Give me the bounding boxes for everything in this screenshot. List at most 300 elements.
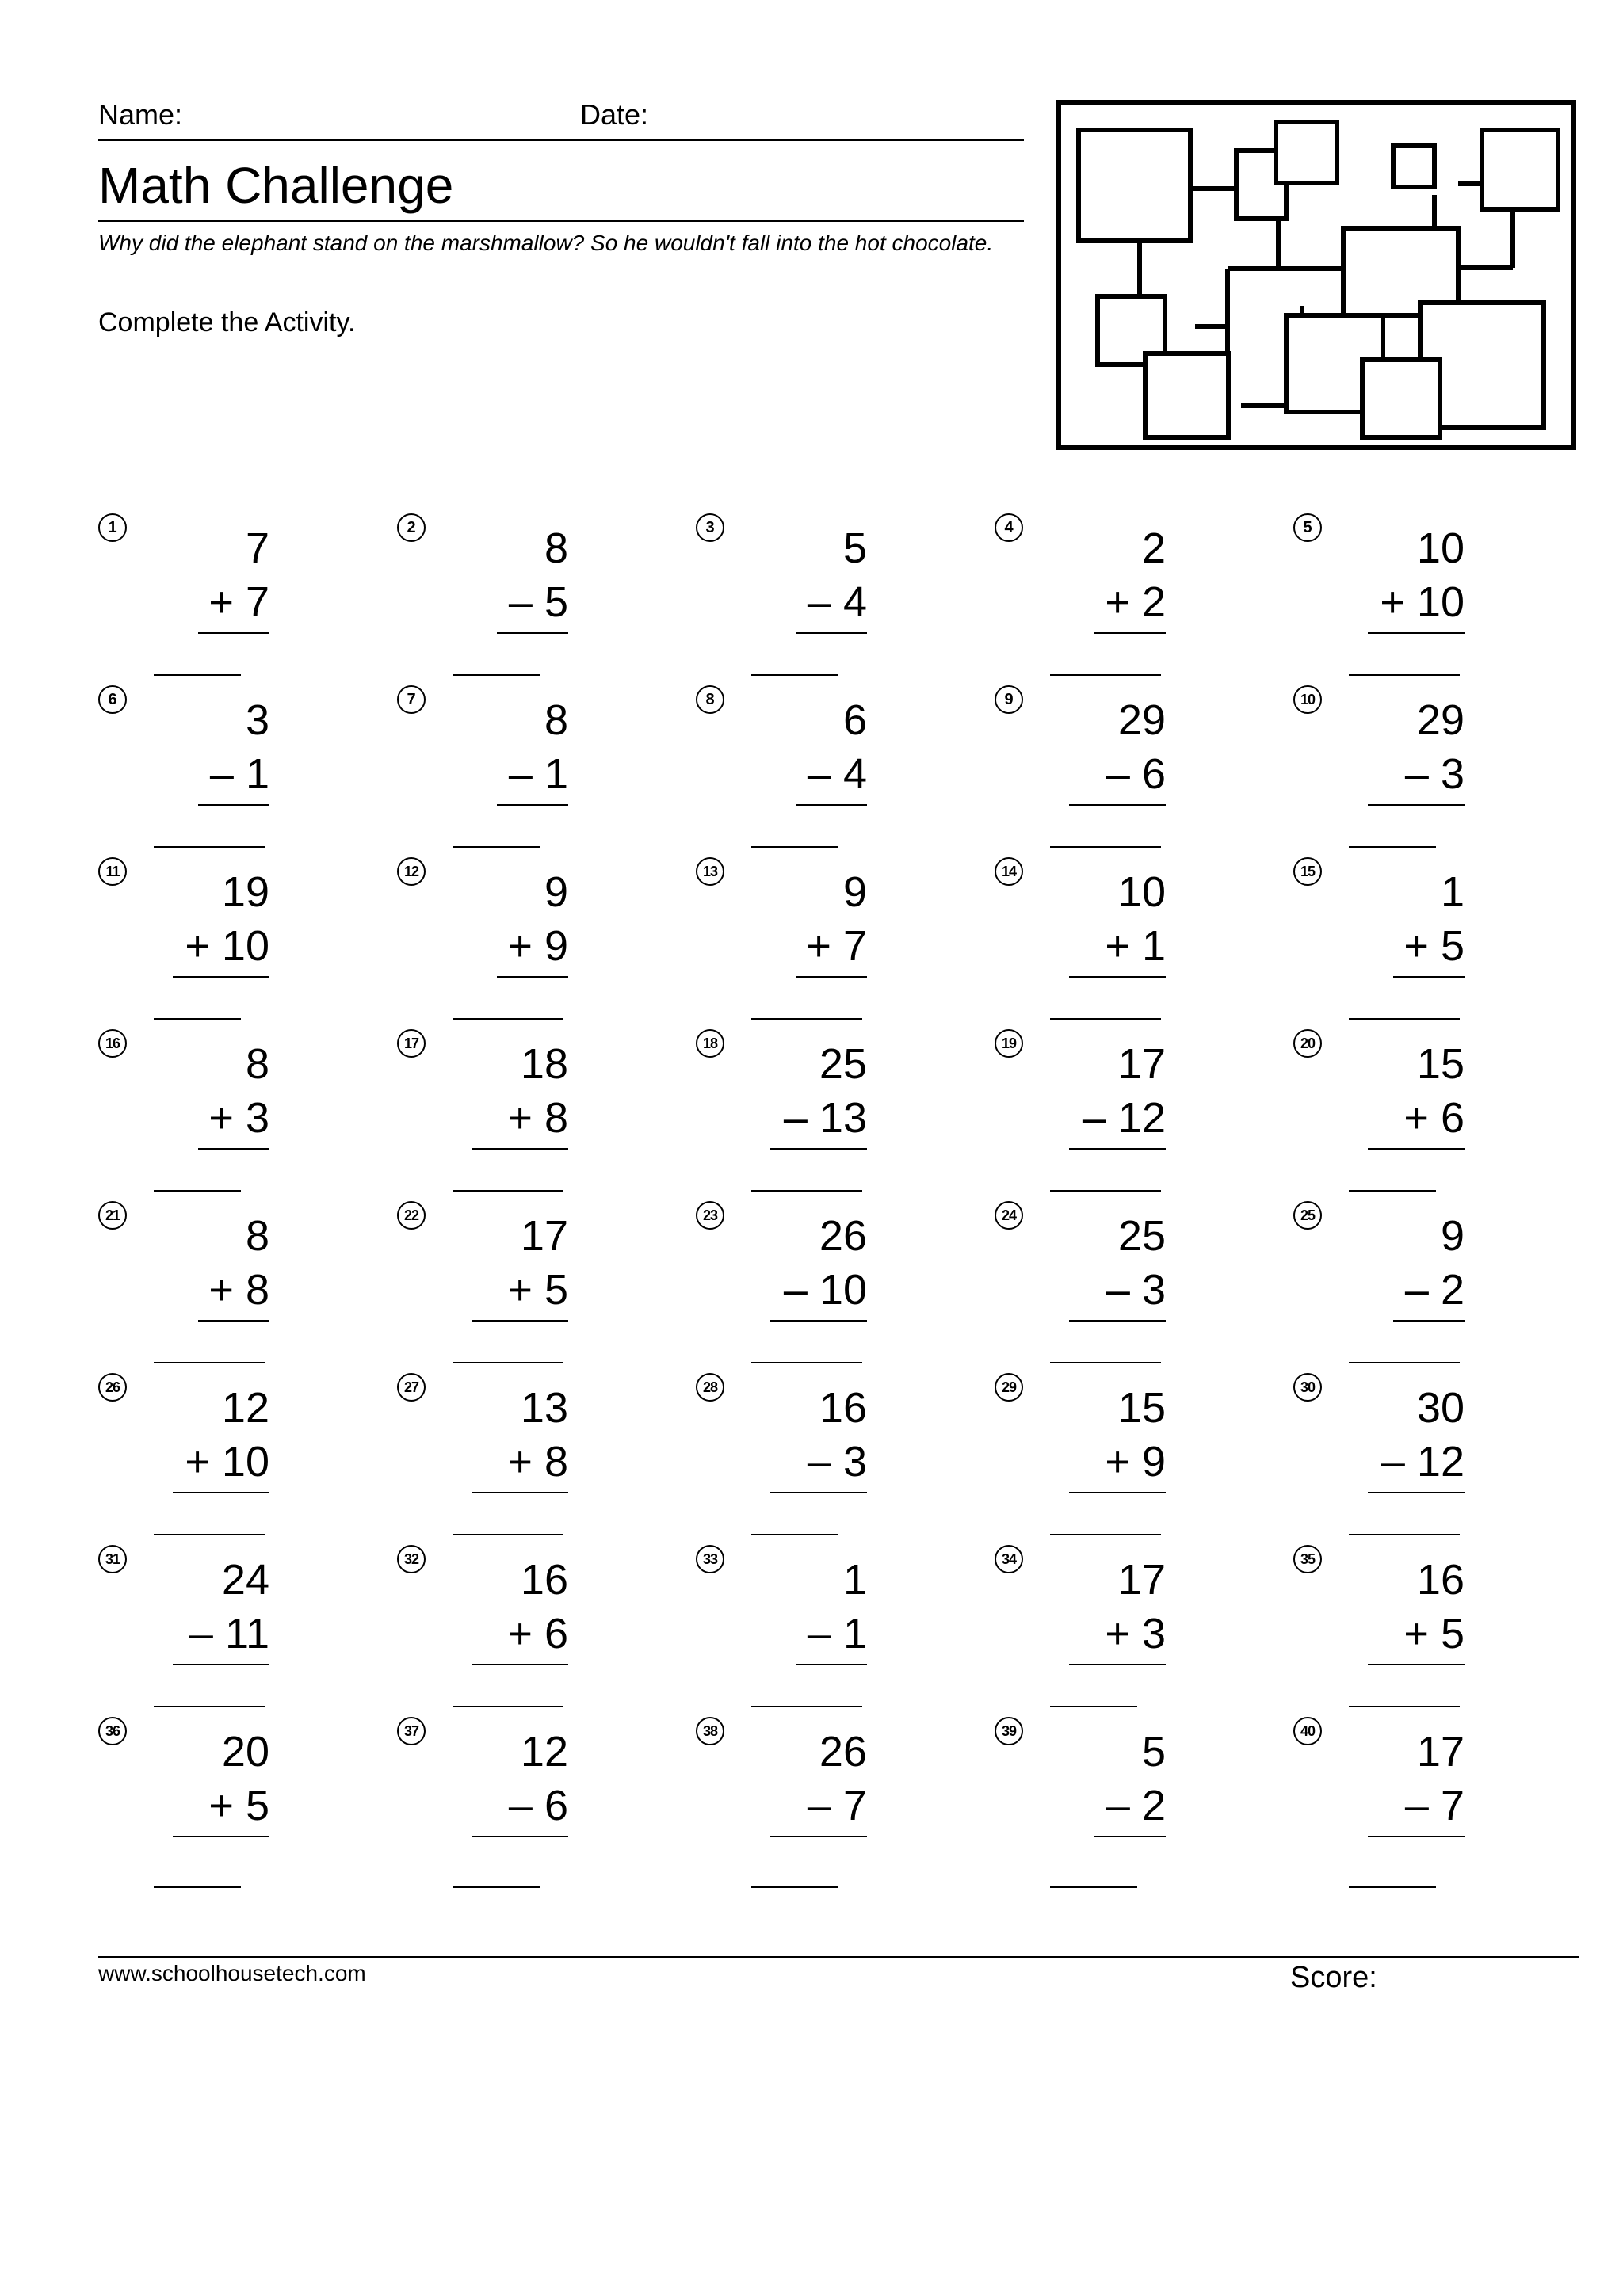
answer-line xyxy=(1050,1886,1137,1888)
sum-line xyxy=(1368,1148,1465,1150)
second-operand: 1 xyxy=(842,1610,867,1657)
answer-line xyxy=(1349,1706,1460,1707)
answer-line xyxy=(751,1362,862,1363)
second-operand: 3 xyxy=(245,1094,269,1142)
operator-and-second-operand xyxy=(155,749,269,799)
first-operand: 19 xyxy=(221,868,269,916)
problem-item xyxy=(397,513,603,656)
answer-line xyxy=(154,1018,241,1020)
sum-line xyxy=(173,1836,269,1837)
problem-item xyxy=(98,513,304,656)
problem-number: 32 xyxy=(397,1545,426,1573)
second-operand: 1 xyxy=(245,750,269,798)
problem-number: 20 xyxy=(1293,1029,1322,1058)
answer-line xyxy=(751,846,838,848)
second-operand: 4 xyxy=(842,750,867,798)
operator-and-second-operand xyxy=(1350,1264,1465,1315)
problem-item xyxy=(1293,1373,1499,1516)
second-operand: 2 xyxy=(1141,1782,1166,1829)
operator-and-second-operand xyxy=(454,1093,568,1143)
first-operand: 18 xyxy=(520,1040,568,1088)
second-operand: 13 xyxy=(819,1094,867,1142)
operator-and-second-operand xyxy=(155,1780,269,1831)
answer-line xyxy=(1349,1190,1436,1192)
problem-number: 35 xyxy=(1293,1545,1322,1573)
second-operand: 5 xyxy=(544,1266,568,1314)
problem-number: 14 xyxy=(995,857,1023,886)
operator-sign: – xyxy=(508,578,533,626)
problem-number: 37 xyxy=(397,1717,426,1745)
operator-and-second-operand xyxy=(155,1093,269,1143)
first-operand: 16 xyxy=(1416,1556,1465,1604)
sum-line xyxy=(1393,1320,1465,1322)
second-operand: 8 xyxy=(245,1266,269,1314)
answer-line xyxy=(453,846,540,848)
first-operand: 13 xyxy=(520,1384,568,1432)
problem-item xyxy=(1293,857,1499,1000)
problem-item xyxy=(1293,1029,1499,1172)
operator-sign: – xyxy=(807,1438,831,1486)
answer-line xyxy=(751,1886,838,1888)
first-operand: 5 xyxy=(1141,1728,1166,1775)
problem-item xyxy=(98,1717,304,1859)
problem-number: 2 xyxy=(397,513,426,542)
sum-line xyxy=(770,1492,867,1493)
operator-sign: + xyxy=(806,922,831,970)
problem-item xyxy=(98,685,304,828)
operator-and-second-operand xyxy=(753,1093,867,1143)
sum-line xyxy=(497,804,568,806)
first-operand: 29 xyxy=(1416,696,1465,744)
first-operand: 15 xyxy=(1117,1384,1166,1432)
problem-item xyxy=(397,1029,603,1172)
first-operand: 12 xyxy=(221,1384,269,1432)
operator-and-second-operand xyxy=(1350,749,1465,799)
second-operand: 1 xyxy=(1141,922,1166,970)
second-operand: 6 xyxy=(1440,1094,1465,1142)
sum-line xyxy=(770,1320,867,1322)
problem-number: 21 xyxy=(98,1201,127,1230)
first-operand: 15 xyxy=(1416,1040,1465,1088)
problem-item xyxy=(696,1717,902,1859)
operator-and-second-operand xyxy=(1350,577,1465,627)
problem-number: 39 xyxy=(995,1717,1023,1745)
operator-and-second-operand xyxy=(155,1264,269,1315)
first-operand: 9 xyxy=(1440,1212,1465,1260)
problem-item xyxy=(995,857,1201,1000)
problem-item xyxy=(397,857,603,1000)
problem-item xyxy=(1293,685,1499,828)
problem-item xyxy=(397,1201,603,1344)
answer-line xyxy=(154,1706,265,1707)
operator-sign: + xyxy=(185,922,210,970)
sum-line xyxy=(1069,1320,1166,1322)
operator-sign: + xyxy=(1105,922,1130,970)
first-operand: 30 xyxy=(1416,1384,1465,1432)
operator-and-second-operand xyxy=(454,577,568,627)
sum-line xyxy=(1069,976,1166,978)
answer-line xyxy=(453,1886,540,1888)
answer-line xyxy=(154,1534,265,1535)
problem-item xyxy=(995,1373,1201,1516)
problem-number: 29 xyxy=(995,1373,1023,1402)
answer-line xyxy=(1050,1190,1161,1192)
second-operand: 7 xyxy=(842,1782,867,1829)
score-label: Score: xyxy=(1290,1961,1377,1994)
second-operand: 10 xyxy=(1416,578,1465,626)
answer-line xyxy=(751,1534,838,1535)
first-operand: 1 xyxy=(842,1556,867,1604)
answer-line xyxy=(453,1018,563,1020)
answer-line xyxy=(453,1706,563,1707)
problem-item xyxy=(696,1545,902,1688)
sum-line xyxy=(472,1664,568,1665)
operator-and-second-operand xyxy=(454,749,568,799)
first-operand: 10 xyxy=(1117,868,1166,916)
operator-sign: + xyxy=(507,1094,533,1142)
sum-line xyxy=(770,1836,867,1837)
first-operand: 29 xyxy=(1117,696,1166,744)
answer-line xyxy=(1050,1018,1161,1020)
second-operand: 5 xyxy=(544,578,568,626)
answer-line xyxy=(1050,674,1161,676)
joke-text: Why did the elephant stand on the marshmallow? So he wouldn't fall into the hot chocolate. xyxy=(98,231,994,255)
problem-number: 31 xyxy=(98,1545,127,1573)
sum-line xyxy=(497,632,568,634)
problem-number: 26 xyxy=(98,1373,127,1402)
problem-item xyxy=(98,1029,304,1172)
problem-item xyxy=(995,685,1201,828)
operator-and-second-operand xyxy=(1052,1264,1166,1315)
problem-number: 8 xyxy=(696,685,724,714)
first-operand: 20 xyxy=(221,1728,269,1775)
first-operand: 8 xyxy=(245,1040,269,1088)
operator-sign: + xyxy=(208,1094,234,1142)
problem-item xyxy=(397,685,603,828)
second-operand: 3 xyxy=(1141,1610,1166,1657)
answer-line xyxy=(1349,1886,1436,1888)
date-label: Date: xyxy=(580,98,649,131)
second-operand: 7 xyxy=(842,922,867,970)
operator-and-second-operand xyxy=(753,1780,867,1831)
sum-line xyxy=(472,1492,568,1493)
problem-item xyxy=(995,1717,1201,1859)
first-operand: 8 xyxy=(544,696,568,744)
operator-and-second-operand xyxy=(753,1264,867,1315)
sum-line xyxy=(173,1664,269,1665)
problem-item xyxy=(98,1201,304,1344)
answer-line xyxy=(751,1190,862,1192)
problem-number: 17 xyxy=(397,1029,426,1058)
operator-and-second-operand xyxy=(753,1436,867,1487)
first-operand: 9 xyxy=(544,868,568,916)
answer-line xyxy=(154,846,265,848)
second-operand: 7 xyxy=(1440,1782,1465,1829)
answer-line xyxy=(154,1190,241,1192)
operator-and-second-operand xyxy=(155,1608,269,1659)
second-operand: 4 xyxy=(842,578,867,626)
second-operand: 2 xyxy=(1141,578,1166,626)
problem-number: 3 xyxy=(696,513,724,542)
second-operand: 8 xyxy=(544,1438,568,1486)
second-operand: 12 xyxy=(1416,1438,1465,1486)
operator-and-second-operand xyxy=(753,921,867,971)
operator-and-second-operand xyxy=(1052,921,1166,971)
sum-line xyxy=(198,1320,269,1322)
second-operand: 5 xyxy=(1440,1610,1465,1657)
problem-item xyxy=(1293,1545,1499,1688)
sum-line xyxy=(497,976,568,978)
header-rule xyxy=(98,139,1024,141)
decorative-squares-picture xyxy=(1056,100,1576,450)
operator-sign: – xyxy=(1381,1438,1405,1486)
operator-sign: + xyxy=(1105,578,1130,626)
problem-item xyxy=(1293,1201,1499,1344)
operator-sign: – xyxy=(1404,1266,1429,1314)
second-operand: 6 xyxy=(1141,750,1166,798)
operator-sign: + xyxy=(208,1266,234,1314)
second-operand: 6 xyxy=(544,1610,568,1657)
operator-and-second-operand xyxy=(753,749,867,799)
second-operand: 11 xyxy=(224,1610,269,1657)
operator-sign: + xyxy=(1380,578,1405,626)
operator-sign: + xyxy=(208,578,234,626)
title-rule xyxy=(98,220,1024,222)
problem-item xyxy=(696,1201,902,1344)
first-operand: 8 xyxy=(245,1212,269,1260)
first-operand: 10 xyxy=(1416,524,1465,572)
first-operand: 26 xyxy=(819,1212,867,1260)
operator-sign: + xyxy=(1105,1438,1130,1486)
sum-line xyxy=(1368,804,1465,806)
second-operand: 10 xyxy=(221,922,269,970)
problem-item xyxy=(1293,513,1499,656)
operator-and-second-operand xyxy=(1052,1608,1166,1659)
problem-number: 10 xyxy=(1293,685,1322,714)
operator-sign: – xyxy=(1106,1266,1130,1314)
operator-sign: + xyxy=(208,1782,234,1829)
sum-line xyxy=(1368,1836,1465,1837)
operator-and-second-operand xyxy=(1350,1436,1465,1487)
operator-sign: – xyxy=(1404,750,1429,798)
sum-line xyxy=(1069,1664,1166,1665)
sum-line xyxy=(472,1320,568,1322)
footer-rule xyxy=(98,1956,1579,1958)
answer-line xyxy=(1050,1362,1161,1363)
operator-and-second-operand xyxy=(454,1780,568,1831)
page-title: Math Challenge xyxy=(98,157,454,214)
answer-line xyxy=(154,674,241,676)
first-operand: 1 xyxy=(1440,868,1465,916)
operator-sign: – xyxy=(508,750,533,798)
operator-and-second-operand xyxy=(1350,1093,1465,1143)
sum-line xyxy=(770,1148,867,1150)
sum-line xyxy=(173,1492,269,1493)
sum-line xyxy=(472,1836,568,1837)
operator-sign: – xyxy=(508,1782,533,1829)
operator-sign: + xyxy=(507,1438,533,1486)
problem-item xyxy=(98,857,304,1000)
second-operand: 3 xyxy=(842,1438,867,1486)
problem-number: 24 xyxy=(995,1201,1023,1230)
operator-sign: – xyxy=(1404,1782,1429,1829)
sum-line xyxy=(1094,632,1166,634)
operator-and-second-operand xyxy=(155,1436,269,1487)
sum-line xyxy=(1069,804,1166,806)
problem-number: 36 xyxy=(98,1717,127,1745)
answer-line xyxy=(453,674,540,676)
answer-line xyxy=(154,1362,265,1363)
problem-item xyxy=(696,1373,902,1516)
operator-sign: + xyxy=(185,1438,210,1486)
problem-item xyxy=(995,1029,1201,1172)
first-operand: 17 xyxy=(1117,1556,1166,1604)
first-operand: 9 xyxy=(842,868,867,916)
problem-number: 12 xyxy=(397,857,426,886)
answer-line xyxy=(1050,1534,1161,1535)
problem-number: 30 xyxy=(1293,1373,1322,1402)
operator-sign: – xyxy=(209,750,234,798)
footer-url: www.schoolhousetech.com xyxy=(98,1961,366,1985)
problem-number: 25 xyxy=(1293,1201,1322,1230)
sum-line xyxy=(1368,1664,1465,1665)
problem-item xyxy=(98,1545,304,1688)
first-operand: 12 xyxy=(520,1728,568,1775)
answer-line xyxy=(154,1886,241,1888)
operator-and-second-operand xyxy=(454,921,568,971)
sum-line xyxy=(1368,632,1465,634)
problem-item xyxy=(696,685,902,828)
problem-number: 27 xyxy=(397,1373,426,1402)
first-operand: 17 xyxy=(1416,1728,1465,1775)
operator-and-second-operand xyxy=(155,921,269,971)
operator-and-second-operand xyxy=(454,1608,568,1659)
operator-sign: + xyxy=(507,922,533,970)
second-operand: 9 xyxy=(544,922,568,970)
problem-number: 22 xyxy=(397,1201,426,1230)
problem-number: 7 xyxy=(397,685,426,714)
first-operand: 24 xyxy=(221,1556,269,1604)
problem-number: 5 xyxy=(1293,513,1322,542)
first-operand: 17 xyxy=(1117,1040,1166,1088)
problem-item xyxy=(696,513,902,656)
operator-sign: – xyxy=(189,1610,213,1657)
operator-sign: – xyxy=(807,1782,831,1829)
sum-line xyxy=(796,632,867,634)
first-operand: 26 xyxy=(819,1728,867,1775)
second-operand: 10 xyxy=(221,1438,269,1486)
answer-line xyxy=(453,1534,563,1535)
answer-line xyxy=(1349,1018,1460,1020)
operator-sign: – xyxy=(807,750,831,798)
sum-line xyxy=(198,1148,269,1150)
sum-line xyxy=(198,804,269,806)
first-operand: 25 xyxy=(819,1040,867,1088)
operator-sign: + xyxy=(1403,1094,1429,1142)
problem-number: 23 xyxy=(696,1201,724,1230)
second-operand: 3 xyxy=(1440,750,1465,798)
sum-line xyxy=(1368,1492,1465,1493)
problem-item xyxy=(397,1373,603,1516)
operator-sign: – xyxy=(783,1094,808,1142)
operator-sign: – xyxy=(807,578,831,626)
problem-item xyxy=(696,857,902,1000)
second-operand: 9 xyxy=(1141,1438,1166,1486)
operator-and-second-operand xyxy=(454,1436,568,1487)
sum-line xyxy=(796,976,867,978)
operator-and-second-operand xyxy=(753,1608,867,1659)
first-operand: 17 xyxy=(520,1212,568,1260)
sum-line xyxy=(472,1148,568,1150)
operator-and-second-operand xyxy=(1052,1780,1166,1831)
second-operand: 6 xyxy=(544,1782,568,1829)
second-operand: 2 xyxy=(1440,1266,1465,1314)
operator-and-second-operand xyxy=(1052,1093,1166,1143)
problem-item xyxy=(995,1201,1201,1344)
problem-number: 33 xyxy=(696,1545,724,1573)
answer-line xyxy=(751,674,838,676)
problem-item xyxy=(995,1545,1201,1688)
operator-sign: + xyxy=(1403,922,1429,970)
problem-number: 28 xyxy=(696,1373,724,1402)
first-operand: 8 xyxy=(544,524,568,572)
answer-line xyxy=(453,1190,563,1192)
first-operand: 16 xyxy=(520,1556,568,1604)
sum-line xyxy=(1069,1148,1166,1150)
operator-sign: – xyxy=(1106,1782,1130,1829)
sum-line xyxy=(796,804,867,806)
problem-number: 16 xyxy=(98,1029,127,1058)
problem-number: 38 xyxy=(696,1717,724,1745)
second-operand: 10 xyxy=(819,1266,867,1314)
first-operand: 7 xyxy=(245,524,269,572)
first-operand: 5 xyxy=(842,524,867,572)
answer-line xyxy=(453,1362,563,1363)
second-operand: 12 xyxy=(1117,1094,1166,1142)
problem-number: 19 xyxy=(995,1029,1023,1058)
problem-item xyxy=(397,1717,603,1859)
answer-line xyxy=(1349,1534,1460,1535)
answer-line xyxy=(1349,846,1436,848)
sum-line xyxy=(1069,1492,1166,1493)
problem-item xyxy=(696,1029,902,1172)
second-operand: 8 xyxy=(544,1094,568,1142)
operator-and-second-operand xyxy=(753,577,867,627)
problem-number: 40 xyxy=(1293,1717,1322,1745)
operator-sign: + xyxy=(1403,1610,1429,1657)
operator-sign: – xyxy=(1082,1094,1106,1142)
first-operand: 25 xyxy=(1117,1212,1166,1260)
instruction-text: Complete the Activity. xyxy=(98,307,356,338)
first-operand: 16 xyxy=(819,1384,867,1432)
problem-item xyxy=(995,513,1201,656)
operator-and-second-operand xyxy=(155,577,269,627)
sum-line xyxy=(173,976,269,978)
sum-line xyxy=(198,632,269,634)
answer-line xyxy=(1349,674,1460,676)
first-operand: 2 xyxy=(1141,524,1166,572)
problem-number: 34 xyxy=(995,1545,1023,1573)
operator-and-second-operand xyxy=(1052,1436,1166,1487)
operator-and-second-operand xyxy=(454,1264,568,1315)
problem-item xyxy=(397,1545,603,1688)
operator-and-second-operand xyxy=(1350,921,1465,971)
second-operand: 3 xyxy=(1141,1266,1166,1314)
problem-number: 4 xyxy=(995,513,1023,542)
operator-sign: + xyxy=(507,1610,533,1657)
answer-line xyxy=(1050,846,1161,848)
problem-number: 1 xyxy=(98,513,127,542)
